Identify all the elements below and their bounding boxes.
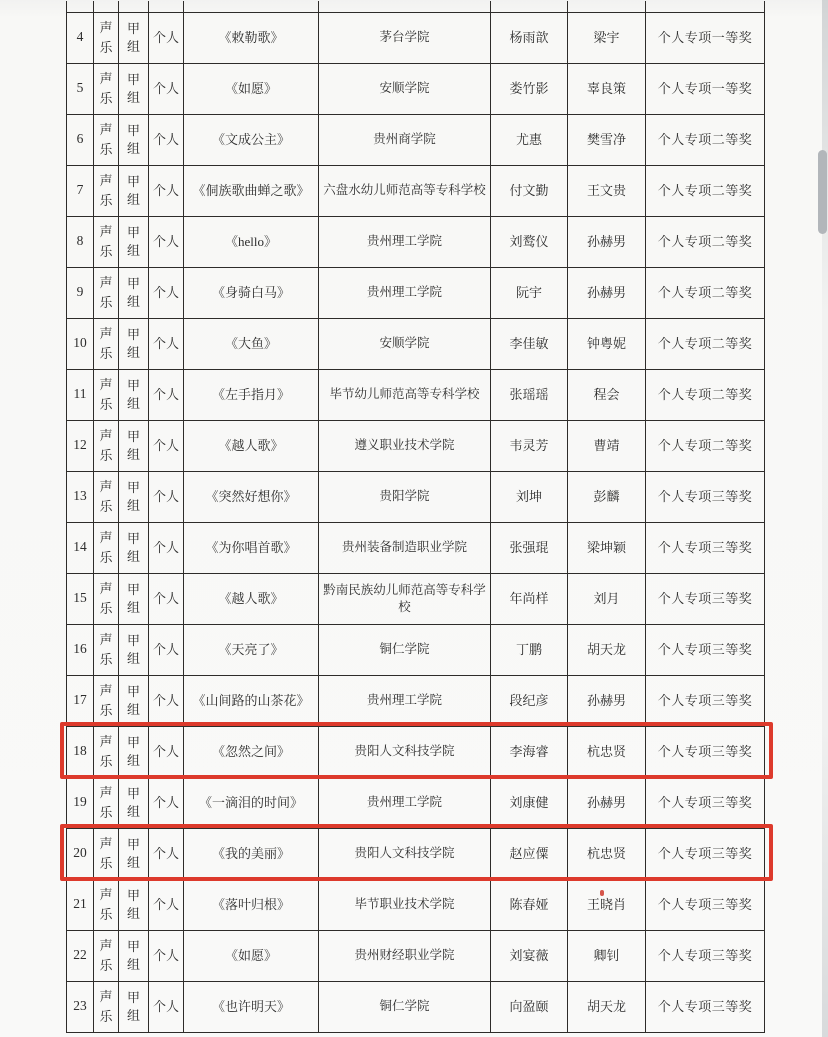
cell-form: 个人 <box>149 828 184 879</box>
cell-group: 甲组 <box>119 981 149 1032</box>
cell-group: 甲组 <box>119 12 149 63</box>
cell-group: 甲组 <box>119 165 149 216</box>
cell-performer: 阮宇 <box>491 267 568 318</box>
table-row <box>67 930 765 981</box>
cell-teacher: 程会 <box>568 369 646 420</box>
cell-form: 个人 <box>149 522 184 573</box>
cell-category: 声乐 <box>94 420 119 471</box>
cell-teacher: 樊雪净 <box>568 114 646 165</box>
cell-group: 甲组 <box>119 267 149 318</box>
cell-performer: 付文勤 <box>491 165 568 216</box>
cell-group: 甲组 <box>119 63 149 114</box>
cell-category: 声乐 <box>94 318 119 369</box>
cell-teacher: 辜良策 <box>568 63 646 114</box>
cell-category: 声乐 <box>94 267 119 318</box>
table-row <box>67 981 765 1032</box>
cell-performer: 年尚样 <box>491 573 568 624</box>
table-row <box>67 675 765 726</box>
table-row <box>67 624 765 675</box>
cell-group: 甲组 <box>119 726 149 777</box>
cell-school: 安顺学院 <box>319 63 491 114</box>
cell-form: 个人 <box>149 216 184 267</box>
cell-award: 个人专项三等奖 <box>646 930 765 981</box>
cell-teacher: 孙赫男 <box>568 777 646 828</box>
cell-form: 个人 <box>149 726 184 777</box>
cell-award: 个人专项三等奖 <box>646 471 765 522</box>
cell-award: 个人专项三等奖 <box>646 624 765 675</box>
table-row <box>67 12 765 63</box>
cell-form: 个人 <box>149 318 184 369</box>
cell-award: 个人专项三等奖 <box>646 879 765 930</box>
cell-award: 个人专项二等奖 <box>646 216 765 267</box>
cell-category: 声乐 <box>94 165 119 216</box>
cell-group: 甲组 <box>119 522 149 573</box>
cell-song-title: 《大鱼》 <box>184 318 319 369</box>
cell-school: 贵阳学院 <box>319 471 491 522</box>
cell-category: 声乐 <box>94 930 119 981</box>
cell-group: 甲组 <box>119 318 149 369</box>
cell-performer: 李佳敏 <box>491 318 568 369</box>
cell-form: 个人 <box>149 981 184 1032</box>
cell-school: 铜仁学院 <box>319 624 491 675</box>
cell-category: 声乐 <box>94 777 119 828</box>
cell-group: 甲组 <box>119 624 149 675</box>
cell-category: 声乐 <box>94 624 119 675</box>
cell-song-title: 《突然好想你》 <box>184 471 319 522</box>
cell-form: 个人 <box>149 63 184 114</box>
cell-group: 甲组 <box>119 879 149 930</box>
cell-performer: 陈春娅 <box>491 879 568 930</box>
table-wrapper <box>66 1 764 1033</box>
cell-performer: 尤惠 <box>491 114 568 165</box>
cell-form: 个人 <box>149 369 184 420</box>
cell-teacher: 钟粤妮 <box>568 318 646 369</box>
table-row <box>67 879 765 930</box>
cell-performer: 杨雨歆 <box>491 12 568 63</box>
cell-teacher: 王文贵 <box>568 165 646 216</box>
table-row <box>67 318 765 369</box>
cell-form: 个人 <box>149 879 184 930</box>
cell-school: 贵州理工学院 <box>319 777 491 828</box>
table-row <box>67 114 765 165</box>
cell-teacher: 孙赫男 <box>568 675 646 726</box>
table-row <box>67 777 765 828</box>
cell-performer: 刘坤 <box>491 471 568 522</box>
cell-form: 个人 <box>149 930 184 981</box>
cell-song-title: 《如愿》 <box>184 63 319 114</box>
cell-school: 黔南民族幼儿师范高等专科学校 <box>319 573 491 624</box>
cell-teacher: 刘月 <box>568 573 646 624</box>
cell-performer: 娄竹影 <box>491 63 568 114</box>
cell-song-title: 《山间路的山茶花》 <box>184 675 319 726</box>
cell-award: 个人专项三等奖 <box>646 777 765 828</box>
cell-performer: 刘康健 <box>491 777 568 828</box>
cell-group: 甲组 <box>119 573 149 624</box>
cell-award: 个人专项三等奖 <box>646 675 765 726</box>
cell-category: 声乐 <box>94 12 119 63</box>
cell-form: 个人 <box>149 675 184 726</box>
cell-row-number: 14 <box>67 522 94 573</box>
cell-form: 个人 <box>149 624 184 675</box>
cell-category: 声乐 <box>94 981 119 1032</box>
cell-award: 个人专项一等奖 <box>646 12 765 63</box>
cell-row-number: 12 <box>67 420 94 471</box>
cell-song-title: 《文成公主》 <box>184 114 319 165</box>
table-row <box>67 216 765 267</box>
table-row <box>67 726 765 777</box>
table-row <box>67 369 765 420</box>
table-row <box>67 420 765 471</box>
cell-award: 个人专项三等奖 <box>646 981 765 1032</box>
cell-group: 甲组 <box>119 369 149 420</box>
cell-form: 个人 <box>149 114 184 165</box>
cell-form: 个人 <box>149 12 184 63</box>
cell-school: 贵阳人文科技学院 <box>319 726 491 777</box>
cell-school: 贵州财经职业学院 <box>319 930 491 981</box>
cell-form: 个人 <box>149 471 184 522</box>
cell-song-title: 《天亮了》 <box>184 624 319 675</box>
cell-teacher: 王晓肖 <box>568 879 646 930</box>
cell-row-number: 11 <box>67 369 94 420</box>
cell-award: 个人专项二等奖 <box>646 267 765 318</box>
cell-song-title: 《落叶归根》 <box>184 879 319 930</box>
cell-group: 甲组 <box>119 777 149 828</box>
cell-group: 甲组 <box>119 930 149 981</box>
cell-row-number: 18 <box>67 726 94 777</box>
cell-school: 贵州理工学院 <box>319 675 491 726</box>
cell-row-number: 19 <box>67 777 94 828</box>
scrollbar-thumb[interactable] <box>818 150 827 234</box>
cell-song-title: 《如愿》 <box>184 930 319 981</box>
cell-award: 个人专项二等奖 <box>646 369 765 420</box>
cell-teacher: 梁宇 <box>568 12 646 63</box>
cell-performer: 韦灵芳 <box>491 420 568 471</box>
cell-teacher: 孙赫男 <box>568 216 646 267</box>
cell-category: 声乐 <box>94 828 119 879</box>
cell-song-title: 《左手指月》 <box>184 369 319 420</box>
cell-award: 个人专项三等奖 <box>646 573 765 624</box>
cell-song-title: 《越人歌》 <box>184 420 319 471</box>
cell-award: 个人专项三等奖 <box>646 726 765 777</box>
table-row <box>67 522 765 573</box>
cell-song-title: 《为你唱首歌》 <box>184 522 319 573</box>
table-row <box>67 267 765 318</box>
cell-row-number: 9 <box>67 267 94 318</box>
cell-category: 声乐 <box>94 471 119 522</box>
cell-song-title: 《一滴泪的时间》 <box>184 777 319 828</box>
cell-category: 声乐 <box>94 522 119 573</box>
cell-award: 个人专项二等奖 <box>646 165 765 216</box>
cell-group: 甲组 <box>119 828 149 879</box>
awards-table <box>66 1 765 1033</box>
cell-song-title: 《也许明天》 <box>184 981 319 1032</box>
cell-performer: 丁鹏 <box>491 624 568 675</box>
cell-performer: 向盈颐 <box>491 981 568 1032</box>
cell-performer: 赵应僳 <box>491 828 568 879</box>
cell-form: 个人 <box>149 573 184 624</box>
cell-performer: 段纪彦 <box>491 675 568 726</box>
cell-category: 声乐 <box>94 573 119 624</box>
table-row <box>67 63 765 114</box>
cell-performer: 张瑶瑶 <box>491 369 568 420</box>
cell-form: 个人 <box>149 420 184 471</box>
cell-school: 安顺学院 <box>319 318 491 369</box>
cell-song-title: 《我的美丽》 <box>184 828 319 879</box>
cell-award: 个人专项二等奖 <box>646 114 765 165</box>
cell-teacher: 梁坤颖 <box>568 522 646 573</box>
table-row <box>67 471 765 522</box>
cell-category: 声乐 <box>94 63 119 114</box>
cell-teacher: 卿钊 <box>568 930 646 981</box>
cell-award: 个人专项三等奖 <box>646 522 765 573</box>
cell-song-title: 《敕勒歌》 <box>184 12 319 63</box>
red-speck-artifact <box>600 890 604 896</box>
cell-award: 个人专项三等奖 <box>646 828 765 879</box>
cell-performer: 刘宴薇 <box>491 930 568 981</box>
cell-row-number: 6 <box>67 114 94 165</box>
cell-category: 声乐 <box>94 879 119 930</box>
cell-award: 个人专项二等奖 <box>646 420 765 471</box>
cell-song-title: 《hello》 <box>184 216 319 267</box>
cell-group: 甲组 <box>119 420 149 471</box>
cell-group: 甲组 <box>119 471 149 522</box>
cell-school: 遵义职业技术学院 <box>319 420 491 471</box>
cell-award: 个人专项一等奖 <box>646 63 765 114</box>
cell-row-number: 22 <box>67 930 94 981</box>
cell-song-title: 《越人歌》 <box>184 573 319 624</box>
cell-form: 个人 <box>149 777 184 828</box>
cell-school: 贵州理工学院 <box>319 216 491 267</box>
cell-teacher: 杭忠贤 <box>568 828 646 879</box>
cell-row-number: 17 <box>67 675 94 726</box>
table-row <box>67 573 765 624</box>
table-body <box>67 1 765 1032</box>
cell-row-number: 7 <box>67 165 94 216</box>
cell-row-number: 21 <box>67 879 94 930</box>
cell-row-number: 16 <box>67 624 94 675</box>
cell-row-number: 5 <box>67 63 94 114</box>
cell-teacher: 曹靖 <box>568 420 646 471</box>
cell-teacher: 胡天龙 <box>568 624 646 675</box>
cell-category: 声乐 <box>94 369 119 420</box>
cell-group: 甲组 <box>119 216 149 267</box>
cell-school: 六盘水幼儿师范高等专科学校 <box>319 165 491 216</box>
cutoff-row <box>67 1 765 12</box>
cell-teacher: 杭忠贤 <box>568 726 646 777</box>
cell-song-title: 《身骑白马》 <box>184 267 319 318</box>
table-row <box>67 165 765 216</box>
cell-performer: 李海睿 <box>491 726 568 777</box>
cell-category: 声乐 <box>94 675 119 726</box>
cell-school: 毕节幼儿师范高等专科学校 <box>319 369 491 420</box>
cell-row-number: 4 <box>67 12 94 63</box>
cell-school: 贵阳人文科技学院 <box>319 828 491 879</box>
cell-category: 声乐 <box>94 114 119 165</box>
cell-teacher: 孙赫男 <box>568 267 646 318</box>
cell-song-title: 《忽然之间》 <box>184 726 319 777</box>
table-row <box>67 828 765 879</box>
cell-school: 毕节职业技术学院 <box>319 879 491 930</box>
cell-category: 声乐 <box>94 726 119 777</box>
cell-row-number: 8 <box>67 216 94 267</box>
cell-form: 个人 <box>149 267 184 318</box>
cell-row-number: 13 <box>67 471 94 522</box>
cell-row-number: 10 <box>67 318 94 369</box>
cell-school: 铜仁学院 <box>319 981 491 1032</box>
cell-song-title: 《侗族歌曲蝉之歌》 <box>184 165 319 216</box>
cell-category: 声乐 <box>94 216 119 267</box>
cell-teacher: 彭麟 <box>568 471 646 522</box>
cell-row-number: 20 <box>67 828 94 879</box>
cell-school: 茅台学院 <box>319 12 491 63</box>
cell-performer: 刘鹜仪 <box>491 216 568 267</box>
cell-row-number: 15 <box>67 573 94 624</box>
cell-form: 个人 <box>149 165 184 216</box>
cell-teacher: 胡天龙 <box>568 981 646 1032</box>
cell-group: 甲组 <box>119 675 149 726</box>
cell-group: 甲组 <box>119 114 149 165</box>
cell-row-number: 23 <box>67 981 94 1032</box>
cell-school: 贵州理工学院 <box>319 267 491 318</box>
cell-school: 贵州装备制造职业学院 <box>319 522 491 573</box>
cell-performer: 张强琨 <box>491 522 568 573</box>
cell-award: 个人专项二等奖 <box>646 318 765 369</box>
cell-school: 贵州商学院 <box>319 114 491 165</box>
